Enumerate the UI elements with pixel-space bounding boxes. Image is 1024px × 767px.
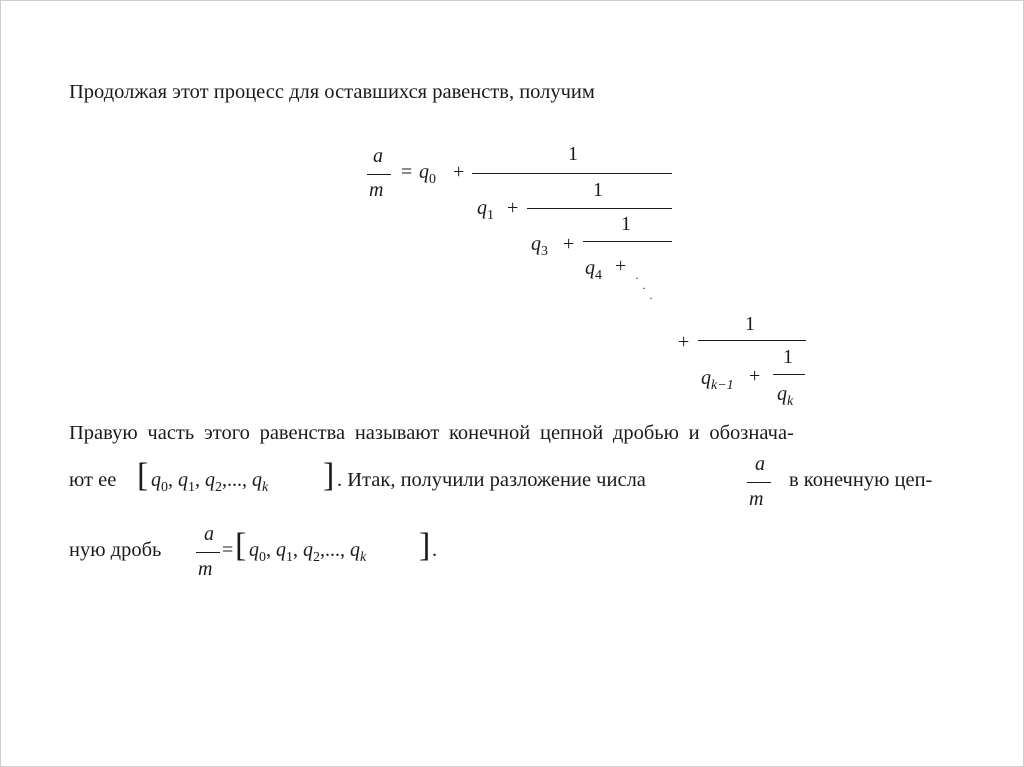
intro-text: Продолжая этот процесс для оставшихся равенств, получим — [69, 81, 595, 103]
plus-4: + — [615, 255, 627, 277]
lhs-fraction-bar — [367, 174, 391, 175]
numerator-2: 1 — [593, 179, 603, 201]
numerator-1: 1 — [568, 143, 578, 165]
paragraph-line-3-start: ную дробь — [69, 539, 162, 561]
q0-term: $q_0$ — [419, 161, 436, 187]
inline-fraction-2-numerator: a — [204, 523, 214, 545]
ellipsis-dot-2: · — [642, 281, 646, 295]
plus-3: + — [563, 233, 575, 255]
paragraph-line-2-middle: . Итак, получили разложение числа — [337, 469, 646, 491]
q1-term: $q_1$ — [477, 197, 494, 223]
fraction-bar-1 — [472, 173, 672, 174]
bracket-content-2: $q_0$, $q_1$, $q_2$,..., $q_k$ — [249, 539, 367, 565]
lhs-denominator: m — [369, 179, 384, 201]
bracket-close-1: ] — [323, 457, 335, 494]
plus-2: + — [507, 197, 519, 219]
inline-fraction-1-bar — [747, 482, 771, 483]
bracket-open-1: [ — [137, 457, 149, 494]
fraction-bar-2 — [527, 208, 672, 209]
paragraph-line-2-end: в конечную цеп- — [789, 469, 933, 491]
plus-5: + — [678, 331, 690, 353]
equals-sign: = — [401, 161, 413, 183]
inline-fraction-1-numerator: a — [755, 453, 765, 475]
fraction-bar-5 — [773, 374, 805, 375]
bracket-open-2: [ — [235, 527, 247, 564]
paragraph-line-2-start: ют ее — [69, 469, 117, 491]
numerator-4: 1 — [745, 313, 755, 335]
q3-term: $q_3$ — [531, 233, 548, 259]
numerator-5: 1 — [783, 346, 793, 368]
q4-term: $q_4$ — [585, 257, 602, 283]
inline-fraction-2-bar — [196, 552, 220, 553]
fraction-bar-3 — [583, 241, 672, 242]
plus-1: + — [453, 161, 465, 183]
bracket-content-1: $q_0$, $q_1$, $q_2$,..., $q_k$ — [151, 469, 269, 495]
paragraph-line-3-end: . — [432, 539, 438, 561]
ellipsis-dot-3: · — [649, 291, 653, 305]
ellipsis-dot-1: · — [635, 271, 639, 285]
paragraph-line-1: Правую часть этого равенства называют конечной цепной дробью и обознача- — [69, 422, 794, 444]
numerator-3: 1 — [621, 213, 631, 235]
lhs-numerator: a — [373, 145, 383, 167]
fraction-bar-4 — [698, 340, 806, 341]
inline-fraction-2-denominator: m — [198, 558, 213, 580]
qk-minus-1-term: $q_{k-1}$ — [701, 367, 734, 393]
qk-term: $q_k$ — [777, 383, 794, 409]
equals-sign-2: = — [222, 539, 234, 561]
inline-fraction-1-denominator: m — [749, 488, 764, 510]
plus-6: + — [749, 365, 761, 387]
bracket-close-2: ] — [419, 527, 431, 564]
